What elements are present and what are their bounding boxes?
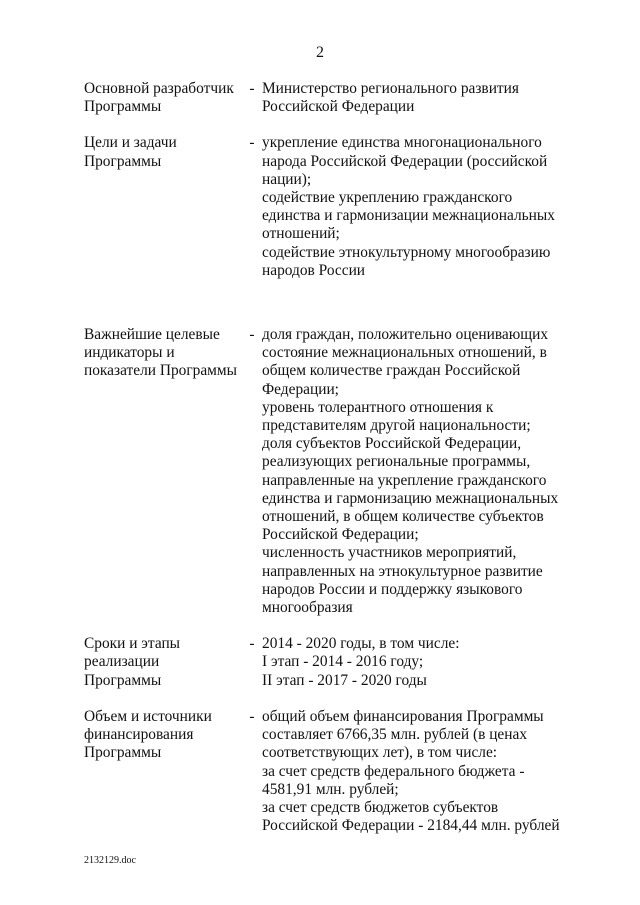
row-dash: -: [249, 80, 255, 97]
value-line: Российской Федерации;: [262, 526, 419, 544]
row-value: [262, 326, 564, 617]
label-line: Важнейшие целевые: [84, 326, 220, 344]
value-line: численность участников мероприятий,: [262, 544, 517, 562]
label-line: финансирования: [84, 726, 194, 744]
value-line: общий объем финансирования Программы: [262, 707, 544, 725]
page-number: 2: [316, 44, 324, 61]
value-line: соответствующих лет), в том числе:: [262, 744, 498, 762]
value-line: укрепление единства многонационального: [262, 134, 542, 152]
row-value: [262, 708, 564, 835]
row-label: [84, 134, 242, 170]
value-line: представителям другой национальности;: [262, 417, 531, 435]
value-line: Министерство регионального развития: [262, 80, 519, 97]
value-line: многообразия: [262, 599, 353, 617]
row-value: [262, 635, 564, 690]
value-line: Российской Федерации - 2184,44 млн. рублей: [262, 817, 560, 835]
file-name-footer: 2132129.doc: [84, 855, 136, 866]
value-line: реализующих региональные программы,: [262, 453, 531, 471]
value-line: отношений;: [262, 225, 340, 243]
row-dash: -: [249, 635, 255, 653]
label-line: Объем и источники: [84, 707, 212, 725]
row-dash: -: [249, 326, 255, 344]
value-line: народов России: [262, 261, 366, 279]
label-line: Сроки и этапы: [84, 635, 181, 653]
program-passport: [84, 80, 564, 835]
value-line: за счет средств бюджетов субъектов: [262, 798, 499, 816]
label-line: Программы: [84, 98, 162, 116]
label-line: Программы: [84, 152, 162, 170]
row-value: [262, 134, 564, 280]
value-line: содействие этнокультурному многообразию: [262, 243, 551, 261]
row-dash: -: [249, 134, 255, 152]
value-line: Российской Федерации: [262, 98, 415, 116]
value-line: единства и гармонизацию межнациональных: [262, 489, 559, 507]
value-line: II этап - 2017 - 2020 годы: [262, 671, 427, 689]
value-line: отношений, в общем количестве субъектов: [262, 508, 544, 526]
row-value: [262, 80, 564, 116]
row-label: [84, 326, 242, 381]
value-line: 2014 - 2020 годы, в том числе:: [262, 635, 460, 653]
label-line: Цели и задачи: [84, 134, 177, 152]
value-line: доля граждан, положительно оценивающих: [262, 326, 549, 344]
value-line: 4581,91 млн. рублей;: [262, 780, 399, 798]
value-line: народов России и поддержку языкового: [262, 580, 523, 598]
row-label: [84, 80, 242, 116]
value-line: состояние межнациональных отношений, в: [262, 344, 547, 362]
value-line: направленные на укрепление гражданского: [262, 471, 547, 489]
row-label: [84, 635, 242, 690]
row-label: [84, 708, 242, 763]
row-funding: [84, 708, 564, 835]
row-timeline-and-stages: [84, 635, 564, 690]
label-line: Программы: [84, 671, 162, 689]
label-line: Программы: [84, 744, 162, 762]
label-line: индикаторы и: [84, 344, 175, 362]
value-line: за счет средств федерального бюджета -: [262, 762, 525, 780]
value-line: нации);: [262, 170, 312, 188]
value-line: народа Российской Федерации (российской: [262, 152, 548, 170]
row-main-developer: [84, 80, 564, 116]
value-line: составляет 6766,35 млн. рублей (в ценах: [262, 726, 528, 744]
value-line: содействие укреплению гражданского: [262, 189, 513, 207]
label-line: Основной разработчик: [84, 80, 234, 97]
value-line: Федерации;: [262, 380, 339, 398]
value-line: I этап - 2014 - 2016 году;: [262, 653, 424, 671]
label-line: показатели Программы: [84, 362, 238, 380]
value-line: уровень толерантного отношения к: [262, 398, 494, 416]
row-target-indicators: [84, 326, 564, 617]
value-line: направленных на этнокультурное развитие: [262, 562, 543, 580]
value-line: общем количестве граждан Российской: [262, 362, 521, 380]
label-line: реализации: [84, 653, 160, 671]
row-goals-and-tasks: [84, 134, 564, 280]
value-line: единства и гармонизации межнациональных: [262, 207, 555, 225]
row-dash: -: [249, 707, 255, 725]
value-line: доля субъектов Российской Федерации,: [262, 435, 522, 453]
